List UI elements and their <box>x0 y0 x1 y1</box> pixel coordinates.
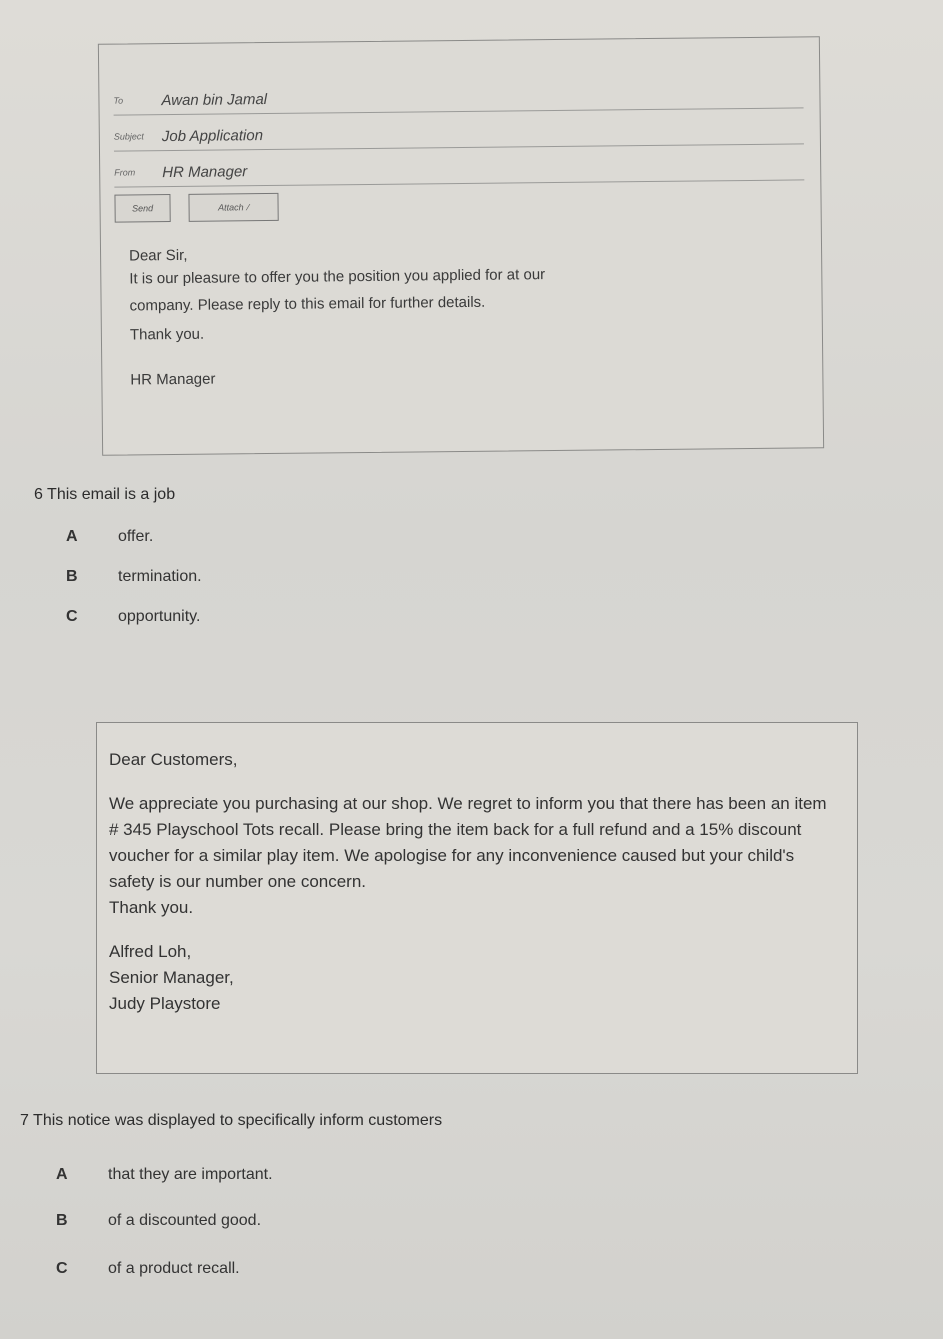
notice-sign-name: Alfred Loh, <box>109 942 192 961</box>
option-text: of a product recall. <box>108 1260 240 1277</box>
option-text: termination. <box>118 568 202 585</box>
question-6-option-b[interactable] <box>66 568 202 586</box>
email-greeting: Dear Sir, <box>128 246 188 265</box>
option-letter: B <box>66 568 78 585</box>
question-7-stem: 7 This notice was displayed to specifically inform customers <box>20 1112 443 1129</box>
email-from-value: HR Manager <box>162 162 248 181</box>
email-attach-label: Attach <box>218 202 244 213</box>
option-letter: A <box>66 528 78 545</box>
email-to-value: Awan bin Jamal <box>161 90 268 109</box>
paperclip-icon: ∕ <box>247 202 250 213</box>
question-7-option-c[interactable] <box>56 1260 240 1278</box>
notice-greeting: Dear Customers, <box>109 750 238 769</box>
email-subject-label: Subject <box>113 131 144 142</box>
email-from-row <box>114 151 804 187</box>
option-text: that they are important. <box>108 1166 273 1183</box>
option-letter: C <box>56 1260 68 1277</box>
notice-sign-title: Senior Manager, <box>109 968 234 987</box>
email-message-body <box>129 238 791 392</box>
option-text: of a discounted good. <box>108 1212 262 1229</box>
option-letter: B <box>56 1212 68 1229</box>
email-body-line1: It is our pleasure to offer you the position you applied for at our <box>129 266 546 288</box>
option-letter: C <box>66 608 78 625</box>
email-send-label: Send <box>132 203 154 214</box>
notice-thanks: Thank you. <box>109 898 194 917</box>
email-from-label: From <box>114 167 136 178</box>
question-6-option-a[interactable] <box>66 528 153 546</box>
question-6-option-c[interactable] <box>66 608 200 626</box>
email-send-button[interactable] <box>114 194 170 223</box>
question-6-stem: 6 This email is a job <box>34 486 176 503</box>
email-attach-button[interactable] <box>188 193 278 222</box>
notice-text <box>109 747 831 1017</box>
email-mockup <box>98 36 824 456</box>
email-to-row <box>113 79 803 115</box>
option-text: offer. <box>118 528 154 545</box>
email-subject-row <box>114 115 804 151</box>
question-7-option-b[interactable] <box>56 1212 261 1230</box>
email-body-line2: company. Please reply to this email for further details. <box>129 293 486 315</box>
email-thanks: Thank you. <box>129 325 205 344</box>
option-text: opportunity. <box>118 608 201 625</box>
email-to-label: To <box>113 95 124 106</box>
email-signature: HR Manager <box>130 370 216 389</box>
question-7-option-a[interactable] <box>56 1166 273 1184</box>
notice-sign-company: Judy Playstore <box>109 994 221 1013</box>
email-subject-value: Job Application <box>161 126 264 145</box>
customer-notice <box>96 722 858 1074</box>
option-letter: A <box>56 1166 68 1183</box>
notice-body: We appreciate you purchasing at our shop. We regret to inform you that there has been an item # 345 Playschool Tots recall. Please bring the item back for a full refund and a 15% discount voucher for a similar play item. We apologise for any inconvenience caused but your child's safety is our number one concern. <box>109 794 827 891</box>
